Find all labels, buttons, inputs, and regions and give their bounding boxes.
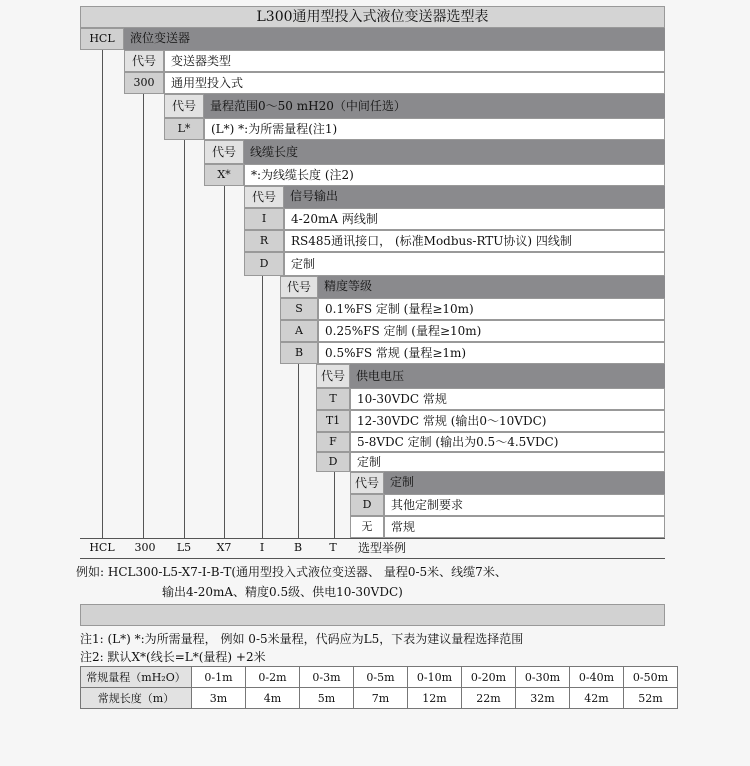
label-code-type: 代号 <box>124 50 164 72</box>
desc-accuracy-s: 0.1%FS 定制 (量程≥10m) <box>318 298 665 320</box>
length-cell: 7m <box>354 688 408 709</box>
header-liquid-transmitter: 液位变送器 <box>124 28 665 50</box>
connector-line <box>224 186 225 538</box>
page-title: L300通用型投入式液位变送器选型表 <box>80 6 665 28</box>
desc-accuracy-a: 0.25%FS 定制 (量程≥10m) <box>318 320 665 342</box>
desc-power-d: 定制 <box>350 452 665 472</box>
length-row <box>81 688 678 709</box>
example-code-x7: X7 <box>216 541 232 554</box>
range-cell: 0-30m <box>516 667 570 688</box>
example-code-l5: L5 <box>176 541 192 554</box>
code-power-f: F <box>316 432 350 452</box>
label-code-power: 代号 <box>316 364 350 388</box>
note-2: 注2: 默认X*(线长=L*(量程) +2米 <box>80 650 266 664</box>
header-custom: 定制 <box>384 472 665 494</box>
label-code-cable: 代号 <box>204 140 244 164</box>
connector-line <box>298 364 299 538</box>
code-power-t: T <box>316 388 350 410</box>
desc-range: (L*) *:为所需量程(注1) <box>204 118 665 140</box>
label-code-signal: 代号 <box>244 186 284 208</box>
example-code-300: 300 <box>134 541 156 554</box>
header-cable: 线缆长度 <box>244 140 665 164</box>
code-power-t1: T1 <box>316 410 350 432</box>
desc-custom-d: 其他定制要求 <box>384 494 665 516</box>
header-power: 供电电压 <box>350 364 665 388</box>
connector-line <box>102 50 103 538</box>
length-cell: 42m <box>570 688 624 709</box>
range-cell: 0-10m <box>408 667 462 688</box>
desc-signal-i: 4-20mA 两线制 <box>284 208 665 230</box>
connector-line <box>184 140 185 538</box>
example-code-i: I <box>259 541 265 554</box>
length-cell: 52m <box>624 688 678 709</box>
header-accuracy: 精度等级 <box>318 276 665 298</box>
desc-cable: *:为线缆长度 (注2) <box>244 164 665 186</box>
example-text-line2: 输出4-20mA、精度0.5级、供电10-30VDC) <box>162 585 403 599</box>
code-signal-r: R <box>244 230 284 252</box>
separator-band <box>80 604 665 626</box>
code-accuracy-s: S <box>280 298 318 320</box>
length-row-label: 常规长度（m） <box>81 688 192 709</box>
code-signal-i: I <box>244 208 284 230</box>
code-accuracy-a: A <box>280 320 318 342</box>
range-cell: 0-20m <box>462 667 516 688</box>
header-signal: 信号输出 <box>284 186 665 208</box>
label-code-custom: 代号 <box>350 472 384 494</box>
label-code-accuracy: 代号 <box>280 276 318 298</box>
range-row-label: 常规量程（mH₂O） <box>81 667 192 688</box>
desc-power-f: 5-8VDC 定制 (输出为0.5～4.5VDC) <box>350 432 665 452</box>
range-cell: 0-1m <box>192 667 246 688</box>
example-text-line1: 例如: HCL300-L5-X7-I-B-T(通用型投入式液位变送器、 量程0-5米、线缆7米、 <box>76 565 507 579</box>
desc-power-t1: 12-30VDC 常规 (输出0～10VDC) <box>350 410 665 432</box>
range-cell: 0-5m <box>354 667 408 688</box>
divider <box>80 558 665 559</box>
code-accuracy-b: B <box>280 342 318 364</box>
desc-signal-r: RS485通讯接口， (标准Modbus-RTU协议) 四线制 <box>284 230 665 252</box>
code-custom-none: 无 <box>350 516 384 538</box>
example-label: 选型举例 <box>358 541 407 555</box>
code-range: L* <box>164 118 204 140</box>
range-row <box>81 667 678 688</box>
range-cell: 0-3m <box>300 667 354 688</box>
header-transmitter-type: 变送器类型 <box>164 50 665 72</box>
range-cell: 0-50m <box>624 667 678 688</box>
code-custom-d: D <box>350 494 384 516</box>
code-signal-d: D <box>244 252 284 276</box>
example-code-t: T <box>329 541 337 554</box>
length-cell: 32m <box>516 688 570 709</box>
length-cell: 5m <box>300 688 354 709</box>
example-code-hcl: HCL <box>89 541 115 554</box>
range-table <box>80 666 678 709</box>
code-hcl: HCL <box>80 28 124 50</box>
length-cell: 12m <box>408 688 462 709</box>
code-cable: X* <box>204 164 244 186</box>
desc-signal-d: 定制 <box>284 252 665 276</box>
desc-power-t: 10-30VDC 常规 <box>350 388 665 410</box>
desc-accuracy-b: 0.5%FS 常规 (量程≥1m) <box>318 342 665 364</box>
length-cell: 22m <box>462 688 516 709</box>
code-power-d: D <box>316 452 350 472</box>
desc-custom-none: 常规 <box>384 516 665 538</box>
length-cell: 4m <box>246 688 300 709</box>
connector-line <box>143 94 144 538</box>
connector-line <box>262 276 263 538</box>
header-range: 量程范围0～50 mH20（中间任选） <box>204 94 665 118</box>
example-code-b: B <box>293 541 303 554</box>
range-cell: 0-40m <box>570 667 624 688</box>
desc-300: 通用型投入式 <box>164 72 665 94</box>
note-1: 注1: (L*) *:为所需量程， 例如 0-5米量程，代码应为L5，下表为建议量程选择范围 <box>80 632 524 646</box>
connector-line <box>334 472 335 538</box>
range-cell: 0-2m <box>246 667 300 688</box>
length-cell: 3m <box>192 688 246 709</box>
code-300: 300 <box>124 72 164 94</box>
label-code-range: 代号 <box>164 94 204 118</box>
